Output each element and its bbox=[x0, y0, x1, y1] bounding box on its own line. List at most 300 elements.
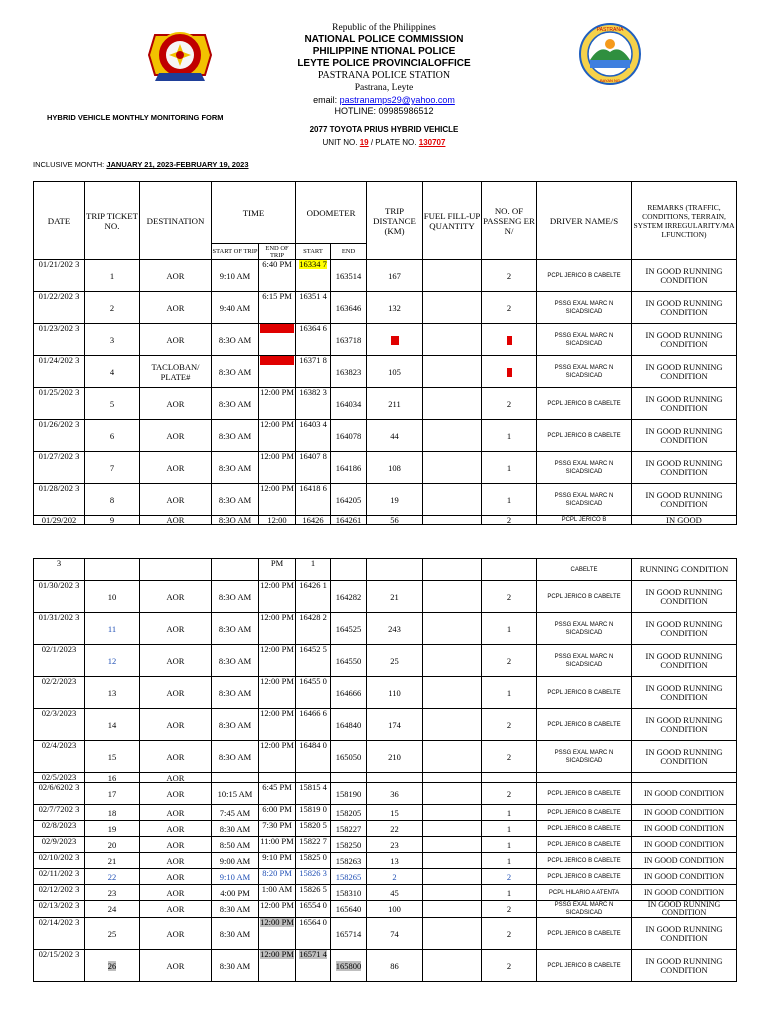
cell-destination: AOR bbox=[140, 885, 212, 901]
cell-end-time: 12:00 PM bbox=[259, 420, 296, 452]
cell-passengers: 1 bbox=[482, 821, 537, 837]
cell-odo-start: 16455 0 bbox=[296, 677, 331, 709]
cell-fuel bbox=[423, 853, 482, 869]
cell-date: 01/25/202 3 bbox=[34, 388, 85, 420]
cell-ticket: 7 bbox=[85, 452, 140, 484]
cell-destination: AOR bbox=[140, 901, 212, 918]
cell-distance: 22 bbox=[367, 821, 423, 837]
cell-remarks: IN GOOD RUNNING CONDITION bbox=[632, 484, 737, 516]
table-row bbox=[34, 773, 737, 783]
cell-fuel bbox=[423, 613, 482, 645]
header-line-4: LEYTE POLICE PROVINCIALOFFICE bbox=[297, 58, 471, 69]
cell-passengers bbox=[482, 356, 537, 388]
cell-remarks: IN GOOD CONDITION bbox=[632, 805, 737, 821]
cell-end-time: PM bbox=[259, 559, 296, 581]
cell-distance: 2 bbox=[367, 869, 423, 885]
cell-end-time: 12:00 PM bbox=[259, 356, 296, 388]
cell-driver: PSSG EXAL MARC N SICADSICAD bbox=[537, 613, 632, 645]
cell-destination bbox=[140, 559, 212, 581]
cell-passengers: 2 bbox=[482, 783, 537, 805]
cell-fuel bbox=[423, 709, 482, 741]
cell-driver: PSSG EXAL MARC N SICADSICAD bbox=[537, 645, 632, 677]
cell-passengers: 1 bbox=[482, 805, 537, 821]
cell-driver: PCPL JERICO B CABELTE bbox=[537, 821, 632, 837]
cell-passengers: 1 bbox=[482, 484, 537, 516]
cell-ticket: 11 bbox=[85, 613, 140, 645]
cell-date: 02/2/2023 bbox=[34, 677, 85, 709]
cell-destination: AOR bbox=[140, 292, 212, 324]
cell-driver: PCPL JERICO B CABELTE bbox=[537, 260, 632, 292]
header-line-2: NATIONAL POLICE COMMISSION bbox=[304, 34, 464, 45]
cell-date: 01/23/202 3 bbox=[34, 324, 85, 356]
cell-ticket: 18 bbox=[85, 805, 140, 821]
cell-fuel bbox=[423, 420, 482, 452]
cell-remarks: IN GOOD CONDITION bbox=[632, 869, 737, 885]
cell-driver: PCPL JERICO B CABELTE bbox=[537, 950, 632, 982]
cell-distance: 13 bbox=[367, 853, 423, 869]
cell-passengers: 2 bbox=[482, 260, 537, 292]
cell-ticket: 19 bbox=[85, 821, 140, 837]
cell-remarks: IN GOOD RUNNING CONDITION bbox=[632, 581, 737, 613]
cell-fuel bbox=[423, 645, 482, 677]
cell-date: 02/14/202 3 bbox=[34, 918, 85, 950]
cell-odo-end: 165714 bbox=[331, 918, 367, 950]
cell-odo-start: 15815 4 bbox=[296, 783, 331, 805]
cell-odo-start: 16426 bbox=[296, 516, 331, 525]
cell-fuel bbox=[423, 885, 482, 901]
cell-date: 02/1/2023 bbox=[34, 645, 85, 677]
cell-passengers: 1 bbox=[482, 837, 537, 853]
cell-date: 01/27/202 3 bbox=[34, 452, 85, 484]
cell-driver: PSSG EXAL MARC N SICADSICAD bbox=[537, 356, 632, 388]
cell-odo-end: 158250 bbox=[331, 837, 367, 853]
cell-distance: 25 bbox=[367, 645, 423, 677]
table-row bbox=[34, 581, 737, 613]
vehicle-title: 2077 TOYOTA PRIUS HYBRID VEHICLE bbox=[309, 125, 459, 134]
cell-date: 02/12/202 3 bbox=[34, 885, 85, 901]
cell-start-time bbox=[212, 559, 259, 581]
cell-end-time: 12:00 PM bbox=[259, 613, 296, 645]
cell-driver: PCPL JERICO B CABELTE bbox=[537, 420, 632, 452]
cell-odo-end: 164186 bbox=[331, 452, 367, 484]
cell-odo-end bbox=[331, 773, 367, 783]
cell-odo-end: 165640 bbox=[331, 901, 367, 918]
header-line-1: Republic of the Philippines bbox=[332, 23, 436, 33]
cell-remarks: IN GOOD RUNNING CONDITION bbox=[632, 645, 737, 677]
cell-odo-end: 158227 bbox=[331, 821, 367, 837]
unit-number: 19 bbox=[359, 138, 369, 147]
cell-end-time: 1:00 AM bbox=[259, 885, 296, 901]
cell-destination: AOR bbox=[140, 324, 212, 356]
form-title: HYBRID VEHICLE MONTHLY MONITORING FORM bbox=[47, 113, 224, 122]
cell-distance: 105 bbox=[367, 356, 423, 388]
table-row bbox=[34, 805, 737, 821]
cell-remarks: IN GOOD CONDITION bbox=[632, 885, 737, 901]
cell-fuel bbox=[423, 918, 482, 950]
cell-ticket bbox=[85, 559, 140, 581]
cell-odo-end: 164034 bbox=[331, 388, 367, 420]
cell-fuel bbox=[423, 901, 482, 918]
table-row bbox=[34, 324, 737, 356]
cell-remarks: IN GOOD RUNNING CONDITION bbox=[632, 324, 737, 356]
cell-ticket: 14 bbox=[85, 709, 140, 741]
cell-start-time: 8:3O AM bbox=[212, 741, 259, 773]
cell-fuel bbox=[423, 677, 482, 709]
cell-driver: PCPL JERICO B CABELTE bbox=[537, 869, 632, 885]
table-row bbox=[34, 452, 737, 484]
cell-driver: PCPL JERICO B CABELTE bbox=[537, 388, 632, 420]
cell-odo-start: 16407 8 bbox=[296, 452, 331, 484]
hotline: HOTLINE: 09985986512 bbox=[334, 106, 434, 116]
cell-driver: PSSG EXAL MARC N SICADSICAD bbox=[537, 452, 632, 484]
col-time-start: START OF TRIP bbox=[212, 244, 259, 260]
cell-remarks: IN GOOD CONDITION bbox=[632, 853, 737, 869]
cell-start-time: 7:45 AM bbox=[212, 805, 259, 821]
table-row bbox=[34, 853, 737, 869]
cell-fuel bbox=[423, 950, 482, 982]
cell-start-time: 8:30 AM bbox=[212, 821, 259, 837]
cell-end-time: 12:00 PM bbox=[259, 452, 296, 484]
red-highlight bbox=[507, 336, 512, 345]
cell-date: 02/5/2023 bbox=[34, 773, 85, 783]
cell-destination: AOR bbox=[140, 869, 212, 885]
cell-destination: TACLOBAN/ PLATE# bbox=[140, 356, 212, 388]
cell-ticket: 24 bbox=[85, 901, 140, 918]
cell-passengers: 1 bbox=[482, 853, 537, 869]
col-ticket: TRIP TICKET NO. bbox=[85, 182, 140, 260]
cell-distance: 110 bbox=[367, 677, 423, 709]
cell-odo-start: 16364 6 bbox=[296, 324, 331, 356]
cell-distance bbox=[367, 559, 423, 581]
cell-odo-end: 158263 bbox=[331, 853, 367, 869]
cell-end-time: 12:00 bbox=[259, 516, 296, 525]
cell-distance: 21 bbox=[367, 581, 423, 613]
cell-destination: AOR bbox=[140, 783, 212, 805]
cell-distance: 45 bbox=[367, 885, 423, 901]
cell-passengers: 1 bbox=[482, 885, 537, 901]
cell-remarks: IN GOOD RUNNING CONDITION bbox=[632, 613, 737, 645]
cell-start-time: 9:10 AM bbox=[212, 869, 259, 885]
cell-passengers: 2 bbox=[482, 901, 537, 918]
cell-start-time: 4:00 PM bbox=[212, 885, 259, 901]
cell-driver: PCPL JERICO B CABELTE bbox=[537, 581, 632, 613]
cell-date: 3 bbox=[34, 559, 85, 581]
cell-ticket: 1 bbox=[85, 260, 140, 292]
seal-top-text: PASTRANA bbox=[596, 27, 624, 33]
cell-distance: 243 bbox=[367, 613, 423, 645]
cell-odo-start: 16452 5 bbox=[296, 645, 331, 677]
cell-date: 02/15/202 3 bbox=[34, 950, 85, 982]
cell-passengers: 2 bbox=[482, 950, 537, 982]
table-row bbox=[34, 260, 737, 292]
cell-date: 02/7/7202 3 bbox=[34, 805, 85, 821]
cell-odo-end: 164282 bbox=[331, 581, 367, 613]
cell-distance: 100 bbox=[367, 901, 423, 918]
cell-destination: AOR bbox=[140, 645, 212, 677]
table-row bbox=[34, 613, 737, 645]
cell-end-time: 12:00 PM bbox=[259, 388, 296, 420]
cell-driver: PCPL JERICO B CABELTE bbox=[537, 853, 632, 869]
cell-destination: AOR bbox=[140, 260, 212, 292]
seal-bottom-text: BAYAN NG bbox=[599, 78, 621, 83]
cell-fuel bbox=[423, 581, 482, 613]
col-odo-end: END bbox=[331, 244, 367, 260]
cell-distance: 56 bbox=[367, 516, 423, 525]
cell-passengers: 2 bbox=[482, 918, 537, 950]
cell-driver: PCPL JERICO B CABELTE bbox=[537, 805, 632, 821]
col-odometer: ODOMETER bbox=[296, 182, 367, 244]
col-remarks: REMARKS (TRAFFIC, CONDITIONS, TERRAIN, SYSTEM IRREGULARITY/MA LFUNCTION) bbox=[632, 182, 737, 260]
cell-fuel bbox=[423, 805, 482, 821]
cell-start-time bbox=[212, 773, 259, 783]
cell-odo-end: 163514 bbox=[331, 260, 367, 292]
cell-odo-start: 16418 6 bbox=[296, 484, 331, 516]
cell-odo-end: 163646 bbox=[331, 292, 367, 324]
cell-distance: 108 bbox=[367, 452, 423, 484]
cell-destination: AOR bbox=[140, 677, 212, 709]
cell-start-time: 8:3O AM bbox=[212, 613, 259, 645]
cell-distance: 19 bbox=[367, 484, 423, 516]
red-highlight bbox=[391, 336, 399, 345]
cell-date: 01/21/202 3 bbox=[34, 260, 85, 292]
cell-end-time: 12:00 PM bbox=[259, 581, 296, 613]
cell-start-time: 8:3O AM bbox=[212, 388, 259, 420]
cell-end-time: 12:00 PM bbox=[259, 741, 296, 773]
cell-fuel bbox=[423, 516, 482, 525]
cell-odo-start: 16428 2 bbox=[296, 613, 331, 645]
cell-fuel bbox=[423, 837, 482, 853]
plate-label: / PLATE NO. bbox=[368, 138, 417, 147]
cell-start-time: 8:3O AM bbox=[212, 516, 259, 525]
cell-remarks: IN GOOD CONDITION bbox=[632, 821, 737, 837]
cell-passengers: 1 bbox=[482, 613, 537, 645]
table-row bbox=[34, 559, 737, 581]
cell-odo-end: 158190 bbox=[331, 783, 367, 805]
cell-remarks bbox=[632, 773, 737, 783]
cell-end-time: 12:00 PM bbox=[259, 918, 296, 950]
cell-ticket: 25 bbox=[85, 918, 140, 950]
cell-odo-start: 15820 5 bbox=[296, 821, 331, 837]
cell-passengers bbox=[482, 773, 537, 783]
cell-end-time: 6:45 PM bbox=[259, 783, 296, 805]
table-row bbox=[34, 885, 737, 901]
table-row bbox=[34, 869, 737, 885]
cell-date: 02/8/2023 bbox=[34, 821, 85, 837]
cell-destination: AOR bbox=[140, 420, 212, 452]
cell-remarks: IN GOOD bbox=[632, 516, 737, 525]
cell-date: 01/30/202 3 bbox=[34, 581, 85, 613]
cell-ticket: 8 bbox=[85, 484, 140, 516]
table-row bbox=[34, 677, 737, 709]
cell-start-time: 8:3O AM bbox=[212, 420, 259, 452]
cell-date: 02/3/2023 bbox=[34, 709, 85, 741]
cell-odo-start: 15826 3 bbox=[296, 869, 331, 885]
table-row bbox=[34, 292, 737, 324]
cell-destination: AOR bbox=[140, 805, 212, 821]
cell-end-time: 8:20 PM bbox=[259, 869, 296, 885]
cell-start-time: 8:3O AM bbox=[212, 677, 259, 709]
cell-odo-end: 165050 bbox=[331, 741, 367, 773]
table-row bbox=[34, 821, 737, 837]
plate-number: 130707 bbox=[418, 138, 446, 147]
cell-driver: PCPL JERICO B CABELTE bbox=[537, 918, 632, 950]
cell-date: 02/10/202 3 bbox=[34, 853, 85, 869]
cell-fuel bbox=[423, 388, 482, 420]
cell-start-time: 8:3O AM bbox=[212, 645, 259, 677]
cell-ticket: 23 bbox=[85, 885, 140, 901]
cell-odo-end bbox=[331, 559, 367, 581]
table-row bbox=[34, 901, 737, 918]
cell-fuel bbox=[423, 484, 482, 516]
cell-odo-end: 158310 bbox=[331, 885, 367, 901]
cell-passengers: 1 bbox=[482, 420, 537, 452]
table-row bbox=[34, 918, 737, 950]
cell-end-time: 6:40 PM bbox=[259, 260, 296, 292]
cell-date: 01/29/202 bbox=[34, 516, 85, 525]
cell-destination: AOR bbox=[140, 484, 212, 516]
cell-remarks: IN GOOD RUNNING CONDITION bbox=[632, 452, 737, 484]
unit-plate-line bbox=[0, 137, 768, 149]
cell-odo-start: 15819 0 bbox=[296, 805, 331, 821]
cell-distance: 44 bbox=[367, 420, 423, 452]
cell-date: 01/28/202 3 bbox=[34, 484, 85, 516]
table-row bbox=[34, 709, 737, 741]
cell-driver: CABELTE bbox=[537, 559, 632, 581]
cell-distance: 132 bbox=[367, 292, 423, 324]
cell-end-time: 12:00 PM bbox=[259, 901, 296, 918]
cell-driver: PSSG EXAL MARC N SICADSICAD bbox=[537, 292, 632, 324]
table-row bbox=[34, 783, 737, 805]
cell-fuel bbox=[423, 741, 482, 773]
cell-ticket: 6 bbox=[85, 420, 140, 452]
cell-passengers: 2 bbox=[482, 581, 537, 613]
cell-end-time: 12:00 PM bbox=[259, 950, 296, 982]
cell-odo-end: 164205 bbox=[331, 484, 367, 516]
table-row bbox=[34, 837, 737, 853]
cell-date: 01/22/202 3 bbox=[34, 292, 85, 324]
cell-destination: AOR bbox=[140, 581, 212, 613]
email-link[interactable]: pastranamps29@yahoo.com bbox=[339, 95, 455, 105]
cell-fuel bbox=[423, 292, 482, 324]
cell-destination: AOR bbox=[140, 837, 212, 853]
cell-driver: PCPL JERICO B CABELTE bbox=[537, 783, 632, 805]
cell-destination: AOR bbox=[140, 613, 212, 645]
cell-fuel bbox=[423, 356, 482, 388]
cell-odo-end: 164666 bbox=[331, 677, 367, 709]
cell-date: 01/24/202 3 bbox=[34, 356, 85, 388]
cell-odo-start: 16466 6 bbox=[296, 709, 331, 741]
cell-distance: 23 bbox=[367, 837, 423, 853]
cell-start-time: 8:30 AM bbox=[212, 918, 259, 950]
cell-odo-start: 16371 8 bbox=[296, 356, 331, 388]
cell-ticket: 4 bbox=[85, 356, 140, 388]
cell-remarks: IN GOOD RUNNING CONDITION bbox=[632, 918, 737, 950]
cell-odo-start: 15822 7 bbox=[296, 837, 331, 853]
cell-ticket: 13 bbox=[85, 677, 140, 709]
col-odo-start: START bbox=[296, 244, 331, 260]
cell-remarks: IN GOOD CONDITION bbox=[632, 837, 737, 853]
cell-destination: AOR bbox=[140, 452, 212, 484]
table-row bbox=[34, 516, 737, 525]
header-line-5: PASTRANA POLICE STATION bbox=[317, 70, 451, 81]
cell-odo-end: 165800 bbox=[331, 950, 367, 982]
monitoring-table-page-1 bbox=[33, 181, 737, 525]
cell-passengers bbox=[482, 559, 537, 581]
cell-odo-end: 158205 bbox=[331, 805, 367, 821]
cell-odo-start: 16571 4 bbox=[296, 950, 331, 982]
cell-odo-end: 158265 bbox=[331, 869, 367, 885]
email-label: email: bbox=[313, 95, 340, 105]
cell-destination: AOR bbox=[140, 741, 212, 773]
cell-start-time: 8:30 AM bbox=[212, 901, 259, 918]
cell-remarks: IN GOOD RUNNING CONDITION bbox=[632, 901, 737, 918]
cell-distance: 36 bbox=[367, 783, 423, 805]
cell-ticket: 3 bbox=[85, 324, 140, 356]
cell-odo-end: 163823 bbox=[331, 356, 367, 388]
cell-odo-start: 16554 0 bbox=[296, 901, 331, 918]
cell-ticket: 16 bbox=[85, 773, 140, 783]
cell-ticket: 21 bbox=[85, 853, 140, 869]
inclusive-value: JANUARY 21, 2023-FEBRUARY 19, 2023 bbox=[106, 160, 249, 169]
cell-start-time: 8:3O AM bbox=[212, 709, 259, 741]
cell-passengers: 2 bbox=[482, 388, 537, 420]
cell-date: 02/4/2023 bbox=[34, 741, 85, 773]
cell-start-time: 9:40 AM bbox=[212, 292, 259, 324]
cell-destination: AOR bbox=[140, 918, 212, 950]
cell-passengers: 2 bbox=[482, 292, 537, 324]
cell-destination: AOR bbox=[140, 821, 212, 837]
cell-fuel bbox=[423, 821, 482, 837]
monitoring-table-page-2 bbox=[33, 558, 737, 982]
cell-distance bbox=[367, 773, 423, 783]
col-time: TIME bbox=[212, 182, 296, 244]
cell-odo-start: 16564 0 bbox=[296, 918, 331, 950]
unit-label: UNIT NO. bbox=[322, 138, 358, 147]
email-line bbox=[0, 94, 768, 106]
cell-distance: 211 bbox=[367, 388, 423, 420]
cell-end-time: 12:00 PM bbox=[259, 324, 296, 356]
col-driver: DRIVER NAME/S bbox=[537, 182, 632, 260]
cell-destination: AOR bbox=[140, 388, 212, 420]
cell-driver: PSSG EXAL MARC N SICADSICAD bbox=[537, 484, 632, 516]
cell-odo-end: 164525 bbox=[331, 613, 367, 645]
cell-end-time: 6:00 PM bbox=[259, 805, 296, 821]
cell-driver: PSSG EXAL MARC N SICADSICAD bbox=[537, 901, 632, 918]
inclusive-label: INCLUSIVE MONTH: bbox=[33, 160, 107, 169]
cell-fuel bbox=[423, 869, 482, 885]
cell-remarks: IN GOOD RUNNING CONDITION bbox=[632, 260, 737, 292]
cell-passengers: 2 bbox=[482, 741, 537, 773]
cell-ticket: 10 bbox=[85, 581, 140, 613]
cell-end-time bbox=[259, 773, 296, 783]
cell-driver: PCPL JERICO B CABELTE bbox=[537, 677, 632, 709]
cell-fuel bbox=[423, 324, 482, 356]
cell-odo-start: 16403 4 bbox=[296, 420, 331, 452]
cell-driver: PCPL JERICO B CABELTE bbox=[537, 837, 632, 853]
cell-odo-start: 15825 0 bbox=[296, 853, 331, 869]
cell-start-time: 8:3O AM bbox=[212, 356, 259, 388]
cell-date: 01/31/202 3 bbox=[34, 613, 85, 645]
cell-destination: AOR bbox=[140, 709, 212, 741]
cell-driver bbox=[537, 773, 632, 783]
cell-ticket: 12 bbox=[85, 645, 140, 677]
cell-driver: PCPL JERICO B bbox=[537, 516, 632, 525]
cell-odo-start: 16382 3 bbox=[296, 388, 331, 420]
cell-odo-start: 16484 0 bbox=[296, 741, 331, 773]
cell-fuel bbox=[423, 559, 482, 581]
cell-start-time: 8:3O AM bbox=[212, 324, 259, 356]
cell-driver: PCPL HILARIO A ATENTA bbox=[537, 885, 632, 901]
